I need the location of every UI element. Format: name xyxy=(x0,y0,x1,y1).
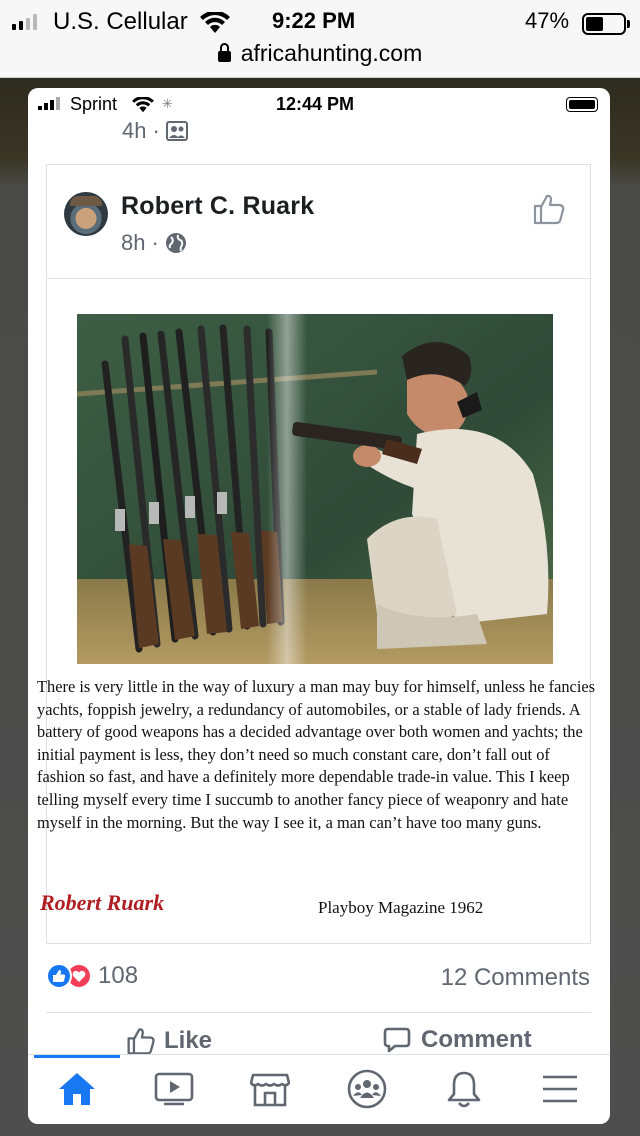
active-tab-indicator xyxy=(34,1055,120,1058)
author-avatar[interactable] xyxy=(64,192,108,236)
url-bar[interactable] xyxy=(0,40,640,67)
previous-post-time: 4h xyxy=(122,118,147,143)
video-icon xyxy=(154,1072,194,1106)
inner-clock-time: 12:44 PM xyxy=(276,94,355,114)
like-button-icon xyxy=(126,1026,156,1056)
hunter-with-rifles-photo xyxy=(77,314,553,664)
quote-source: Playboy Magazine 1962 xyxy=(318,898,484,917)
activity-spinner-icon: ✳ xyxy=(162,96,173,111)
battery-icon xyxy=(582,13,626,35)
tab-video[interactable] xyxy=(152,1067,196,1111)
post-time[interactable]: 8h xyxy=(121,230,146,255)
groups-icon xyxy=(347,1069,387,1109)
comment-button[interactable] xyxy=(383,1026,532,1054)
comment-button-label: Comment xyxy=(421,1026,532,1053)
like-thumb-icon[interactable] xyxy=(532,192,566,226)
carrier-name: U.S. Cellular xyxy=(53,8,188,35)
bottom-tab-bar xyxy=(28,1054,610,1124)
home-icon xyxy=(58,1071,96,1107)
tab-menu[interactable] xyxy=(538,1067,582,1111)
like-button-label: Like xyxy=(164,1027,213,1054)
clock-time: 9:22 PM xyxy=(272,8,356,33)
inner-wifi-icon xyxy=(132,97,154,113)
notifications-icon xyxy=(446,1069,482,1109)
previous-post-meta: 4h · xyxy=(122,118,188,144)
battery-percent: 47% xyxy=(525,8,570,33)
post-meta: 8h · xyxy=(121,230,187,256)
like-reaction-icon xyxy=(46,963,72,989)
lock-icon xyxy=(218,51,231,62)
browser-status-bar xyxy=(0,0,640,78)
reactions-summary[interactable] xyxy=(46,962,138,990)
facebook-screenshot xyxy=(28,88,610,1124)
quote-text: There is very little in the way of luxury a man may buy for himself, unless he fancies yachts, foppish jewelry, a redundancy of automobiles, or a stable of lady friends. A battery of good weapons has a decided advantage over both women and yachts; the initial payment is less, they don’t need so much constant care, don’t fall out of fashion so fast, and have a definitely more dependable trade-in value. This I keep telling myself every time I succumb to another fancy piece of weaponry and hate myself in the morning. But the way I see it, a man can’t have too many guns. xyxy=(37,677,596,832)
tab-notifications[interactable] xyxy=(442,1067,486,1111)
tab-marketplace[interactable] xyxy=(248,1067,292,1111)
quote-signature: Robert Ruark xyxy=(40,890,165,915)
wifi-icon xyxy=(200,12,230,34)
tab-home[interactable] xyxy=(55,1067,99,1111)
author-name[interactable]: Robert C. Ruark xyxy=(121,192,315,220)
menu-icon xyxy=(541,1073,579,1105)
globe-icon xyxy=(165,232,187,254)
like-button[interactable] xyxy=(126,1026,212,1056)
inner-battery-icon xyxy=(566,97,598,112)
tab-groups[interactable] xyxy=(345,1067,389,1111)
inner-carrier-name: Sprint xyxy=(70,94,118,114)
comment-bubble-icon xyxy=(383,1026,411,1054)
inner-status-bar xyxy=(28,88,610,122)
comments-count[interactable]: 12 Comments xyxy=(440,964,590,991)
marketplace-icon xyxy=(250,1071,290,1107)
shared-post-card-edge xyxy=(46,924,591,944)
url-text: africahunting.com xyxy=(240,40,423,66)
signal-icon xyxy=(12,14,37,30)
reaction-count: 108 xyxy=(98,962,139,989)
friends-audience-icon xyxy=(166,121,188,141)
inner-signal-icon xyxy=(38,98,60,110)
